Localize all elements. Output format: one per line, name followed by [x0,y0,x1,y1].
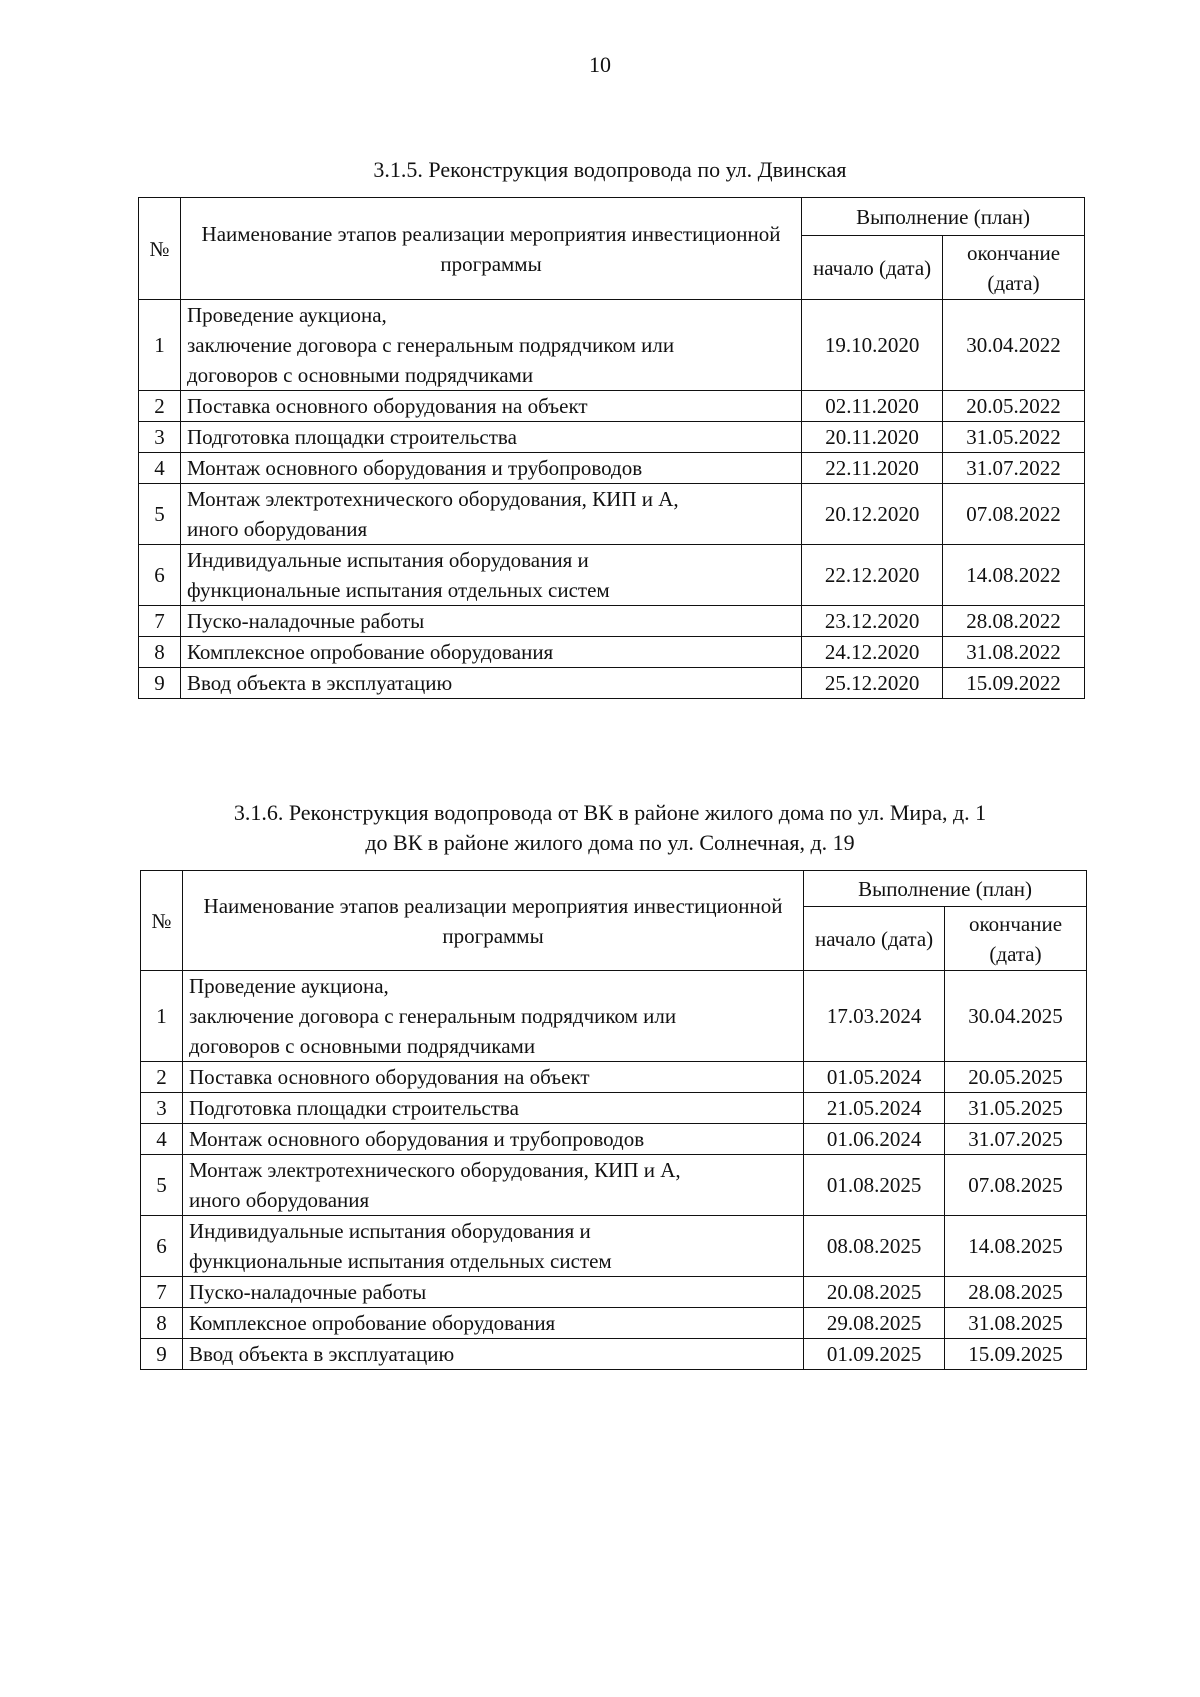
table-row [139,668,1085,699]
stage-name [182,971,803,1062]
stage-name-line: заключение договора с генеральным подрядчиком или [186,333,675,357]
start-date: 21.05.2024 [804,1093,945,1124]
stage-name-line: Проведение аукциона, [188,974,389,998]
start-date: 20.12.2020 [802,484,943,545]
table-row [139,606,1085,637]
end-date: 31.05.2022 [943,422,1085,453]
end-date: 31.05.2025 [945,1093,1087,1124]
row-number: 7 [141,1277,183,1308]
start-date: 20.08.2025 [804,1277,945,1308]
row-number: 2 [141,1062,183,1093]
stage-name-line: договоров с основными подрядчиками [186,363,534,387]
table-row [139,484,1085,545]
section-title-3-1-6 [140,798,1080,858]
table-row [139,453,1085,484]
stage-name-line: договоров с основными подрядчиками [188,1034,536,1058]
stage-name-line: Индивидуальные испытания оборудования и [188,1219,591,1243]
table-row [139,300,1085,391]
stage-name-line: Подготовка площадки строительства [188,1096,519,1120]
row-number: 5 [139,484,181,545]
start-date: 01.09.2025 [804,1339,945,1370]
table-row [141,1308,1087,1339]
table-row [139,637,1085,668]
end-date: 28.08.2025 [945,1277,1087,1308]
start-date: 24.12.2020 [802,637,943,668]
stage-name [182,1093,803,1124]
table-row [141,1216,1087,1277]
start-date: 01.06.2024 [804,1124,945,1155]
stage-name-line: Монтаж электротехнического оборудования, КИП и А, [186,487,679,511]
stage-name [182,1124,803,1155]
header-start-date: начало (дата) [802,236,943,300]
table-row [139,422,1085,453]
stage-name-line: Индивидуальные испытания оборудования и [186,548,589,572]
start-date: 20.11.2020 [802,422,943,453]
start-date: 17.03.2024 [804,971,945,1062]
table-row [141,1093,1087,1124]
row-number: 3 [139,422,181,453]
end-date: 20.05.2025 [945,1062,1087,1093]
stage-name-line: Комплексное опробование оборудования [186,640,554,664]
header-end-date: окончание (дата) [945,907,1087,971]
start-date: 01.08.2025 [804,1155,945,1216]
start-date: 29.08.2025 [804,1308,945,1339]
end-date: 07.08.2022 [943,484,1085,545]
section-title-line: до ВК в районе жилого дома по ул. Солнечная, д. 19 [365,830,855,855]
table-row [141,1339,1087,1370]
end-date: 31.07.2022 [943,453,1085,484]
start-date: 22.12.2020 [802,545,943,606]
stage-name-line: Пуско-наладочные работы [188,1280,427,1304]
header-stage-name: Наименование этапов реализации мероприятия инвестиционной программы [182,871,803,971]
stage-name-line: Монтаж основного оборудования и трубопроводов [186,456,643,480]
end-date: 15.09.2025 [945,1339,1087,1370]
stage-name [182,1308,803,1339]
row-number: 1 [141,971,183,1062]
stage-name-line: иного оборудования [186,517,368,541]
stage-name [180,606,801,637]
row-number: 6 [139,545,181,606]
stage-name [182,1277,803,1308]
table-row [139,545,1085,606]
header-execution-plan: Выполнение (план) [802,198,1085,236]
stage-name [182,1339,803,1370]
stage-name [180,300,801,391]
start-date: 19.10.2020 [802,300,943,391]
stage-name [180,422,801,453]
stage-name-line: заключение договора с генеральным подрядчиком или [188,1004,677,1028]
header-execution-plan: Выполнение (план) [804,871,1087,907]
start-date: 08.08.2025 [804,1216,945,1277]
stage-name-line: Пуско-наладочные работы [186,609,425,633]
stage-name-line: Монтаж электротехнического оборудования, КИП и А, [188,1158,681,1182]
table-row [139,391,1085,422]
stage-name-line: функциональные испытания отдельных систем [188,1249,612,1273]
stage-name [180,391,801,422]
end-date: 30.04.2025 [945,971,1087,1062]
row-number: 3 [141,1093,183,1124]
page-number: 10 [589,52,611,77]
header-start-date: начало (дата) [804,907,945,971]
end-date: 20.05.2022 [943,391,1085,422]
end-date: 15.09.2022 [943,668,1085,699]
stage-name-line: Ввод объекта в эксплуатацию [188,1342,455,1366]
start-date: 01.05.2024 [804,1062,945,1093]
stage-name-line: Подготовка площадки строительства [186,425,517,449]
stage-name-line: Комплексное опробование оборудования [188,1311,556,1335]
row-number: 7 [139,606,181,637]
end-date: 31.08.2022 [943,637,1085,668]
end-date: 31.07.2025 [945,1124,1087,1155]
schedule-table-3-1-6 [140,870,1087,1370]
stage-name-line: функциональные испытания отдельных систем [186,578,610,602]
row-number: 9 [139,668,181,699]
row-number: 1 [139,300,181,391]
start-date: 02.11.2020 [802,391,943,422]
stage-name [182,1062,803,1093]
header-stage-name: Наименование этапов реализации мероприятия инвестиционной программы [180,198,801,300]
stage-name [180,637,801,668]
table-row [141,1062,1087,1093]
stage-name-line: иного оборудования [188,1188,370,1212]
row-number: 6 [141,1216,183,1277]
stage-name [180,668,801,699]
stage-name-line: Монтаж основного оборудования и трубопроводов [188,1127,645,1151]
end-date: 14.08.2025 [945,1216,1087,1277]
header-number: № [141,871,183,971]
stage-name-line: Ввод объекта в эксплуатацию [186,671,453,695]
stage-name-line: Поставка основного оборудования на объект [186,394,588,418]
section-title-line: 3.1.6. Реконструкция водопровода от ВК в районе жилого дома по ул. Мира, д. 1 [233,800,987,825]
end-date: 28.08.2022 [943,606,1085,637]
table-row [141,971,1087,1062]
start-date: 25.12.2020 [802,668,943,699]
header-end-date: окончание (дата) [943,236,1085,300]
stage-name [180,453,801,484]
row-number: 8 [139,637,181,668]
stage-name-line: Поставка основного оборудования на объект [188,1065,590,1089]
row-number: 8 [141,1308,183,1339]
stage-name [182,1155,803,1216]
section-title-3-1-5: 3.1.5. Реконструкция водопровода по ул. Двинская [373,157,847,182]
end-date: 30.04.2022 [943,300,1085,391]
row-number: 9 [141,1339,183,1370]
schedule-table-3-1-5 [138,197,1085,699]
row-number: 4 [141,1124,183,1155]
start-date: 23.12.2020 [802,606,943,637]
header-number: № [139,198,181,300]
start-date: 22.11.2020 [802,453,943,484]
row-number: 5 [141,1155,183,1216]
end-date: 14.08.2022 [943,545,1085,606]
table-row [141,1277,1087,1308]
stage-name [180,484,801,545]
table-row [141,1155,1087,1216]
table-row [141,1124,1087,1155]
end-date: 07.08.2025 [945,1155,1087,1216]
row-number: 2 [139,391,181,422]
end-date: 31.08.2025 [945,1308,1087,1339]
stage-name [182,1216,803,1277]
stage-name-line: Проведение аукциона, [186,303,387,327]
stage-name [180,545,801,606]
row-number: 4 [139,453,181,484]
